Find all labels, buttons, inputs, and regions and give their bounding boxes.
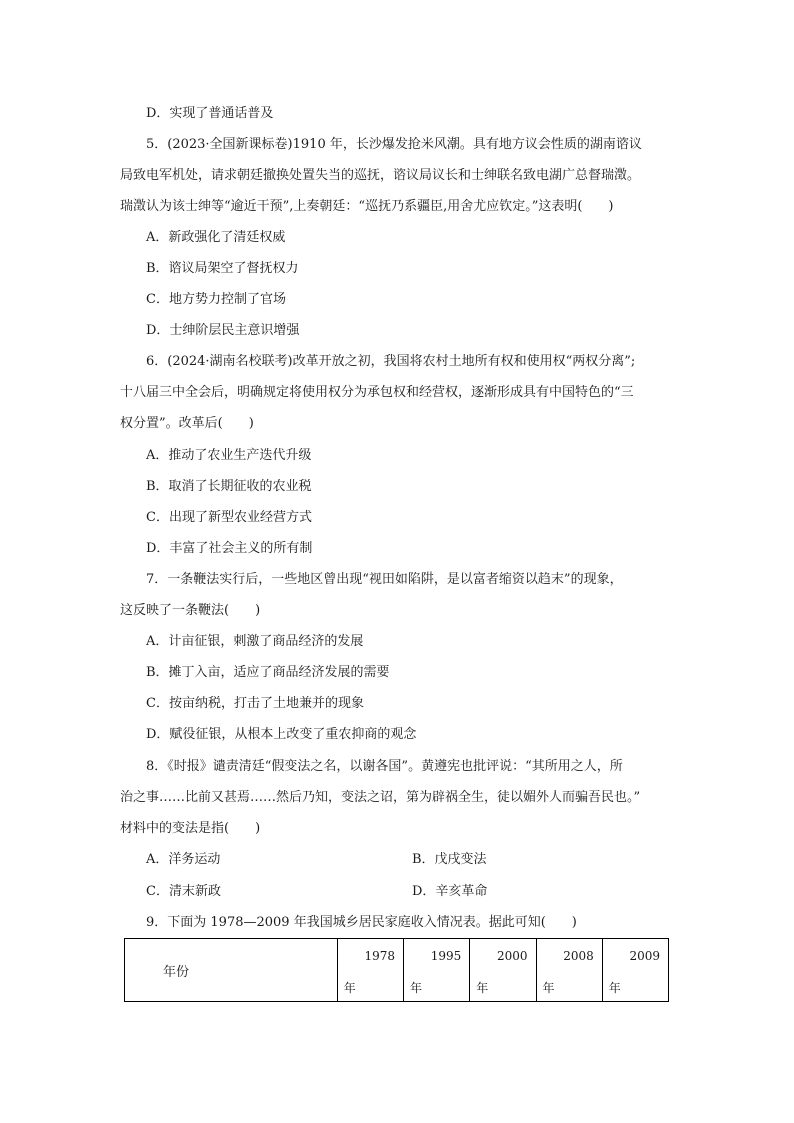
q6-option-a: A．推动了农业生产迭代升级: [146, 448, 312, 463]
q7-stem-line1: 7．一条鞭法实行后，一些地区曾出现“视田如陷阱，是以富者缩资以趋末”的现象，: [146, 572, 623, 587]
table-cell-year: [470, 939, 536, 1002]
q7-stem-line2: 这反映了一条鞭法( ): [120, 603, 261, 618]
q6-option-d: D．丰富了社会主义的所有制: [146, 541, 313, 556]
q8-option-d: D．辛亥革命: [412, 884, 488, 899]
year-unit: 年: [476, 981, 489, 995]
year-unit: 年: [542, 981, 555, 995]
q6-stem-line1: 6．(2024·湖南名校联考)改革开放之初，我国将农村土地所有权和使用权“两权分离”;: [146, 354, 636, 369]
q7-option-c: C．按亩纳税，打击了土地兼并的现象: [146, 696, 364, 711]
table-header-year: 年份: [125, 939, 338, 1002]
year-unit: 年: [410, 981, 423, 995]
q4-option-d: D．实现了普通话普及: [146, 106, 274, 121]
year-value: 1995: [430, 949, 462, 963]
table-cell-year: [602, 939, 668, 1002]
year-unit: 年: [343, 981, 356, 995]
q8-stem-line1: 8．《时报》谴责清廷“假变法之名，以谢各国”。黄遵宪也批评说：“其所用之人，所: [146, 759, 623, 774]
year-value: 2000: [496, 949, 528, 963]
q5-option-c: C．地方势力控制了官场: [146, 292, 286, 307]
q8-option-c: C．清末新政: [146, 884, 221, 899]
q5-option-d: D．士绅阶层民主意识增强: [146, 323, 300, 338]
q7-option-d: D．赋役征银，从根本上改变了重农抑商的观念: [146, 727, 417, 742]
table-cell-year: [404, 939, 470, 1002]
q8-option-a: A．洋务运动: [146, 852, 221, 867]
q5-option-b: B．谘议局架空了督抚权力: [146, 261, 299, 276]
year-value: 2009: [629, 949, 660, 963]
year-value: 1978: [364, 949, 396, 963]
q8-stem-line2: 治之事……比前又甚焉……然后乃知，变法之诏，第为辟祸全生，徒以媚外人而骗吾民也。”: [120, 790, 641, 805]
q6-option-c: C．出现了新型农业经营方式: [146, 510, 312, 525]
table-cell-year: [536, 939, 602, 1002]
q5-option-a: A．新政强化了清廷权威: [146, 230, 286, 245]
income-table: [124, 938, 669, 1002]
year-value: 2008: [563, 949, 594, 963]
q6-stem-line3: 权分置”。改革后( ): [120, 416, 254, 431]
table-cell-year: [337, 939, 403, 1002]
q9-stem-line1: 9．下面为 1978—2009 年我国城乡居民家庭收入情况表。据此可知( ): [146, 915, 577, 930]
year-unit: 年: [608, 981, 621, 995]
q6-option-b: B．取消了长期征收的农业税: [146, 479, 312, 494]
q7-option-a: A．计亩征银，刺激了商品经济的发展: [146, 634, 364, 649]
q8-option-b: B．戊戌变法: [412, 852, 487, 867]
q5-stem-line2: 局致电军机处，请求朝廷撤换处置失当的巡抚，谘议局议长和士绅联名致电湖广总督瑞澂。: [120, 168, 641, 183]
table-row: [125, 939, 669, 1002]
q5-stem-line1: 5．(2023·全国新课标卷)1910 年，长沙爆发抢米风潮。具有地方议会性质的湖南谘议: [146, 137, 642, 152]
q6-stem-line2: 十八届三中全会后，明确规定将使用权分为承包权和经营权，逐渐形成具有中国特色的“三: [120, 385, 634, 400]
q5-stem-line3: 瑞澂认为该士绅等“逾近干预”,上奏朝廷：“巡抚乃系疆臣,用舍尤应钦定。”这表明( ): [120, 199, 614, 214]
q8-stem-line3: 材料中的变法是指( ): [120, 821, 261, 836]
q7-option-b: B．摊丁入亩，适应了商品经济发展的需要: [146, 665, 390, 680]
